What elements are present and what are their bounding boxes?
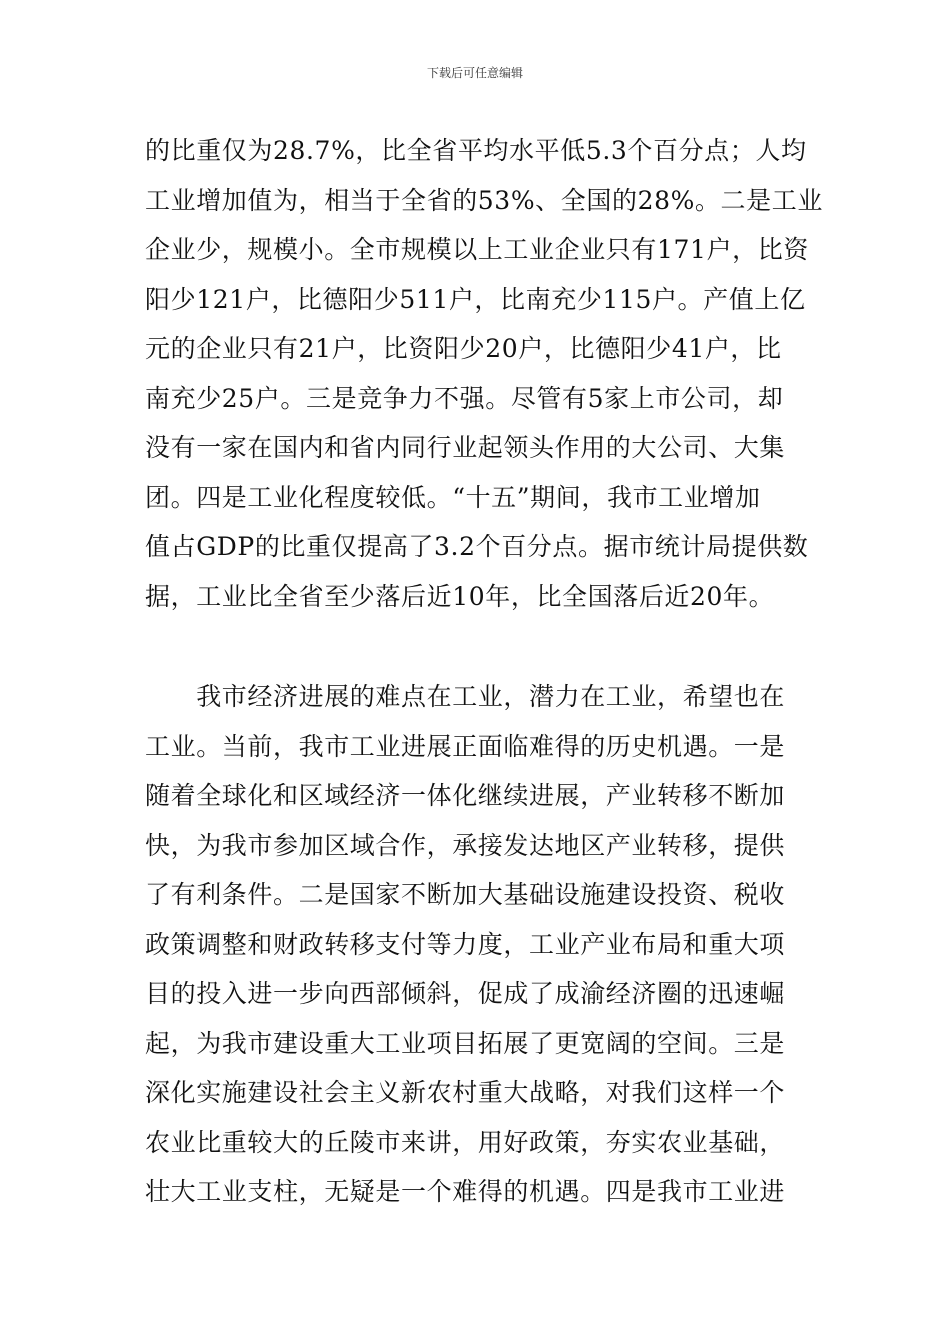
text-line: 工业增加值为，相当于全省的53%、全国的28%。二是工业 bbox=[145, 185, 823, 215]
text-line: 我市经济进展的难点在工业，潜力在工业，希望也在 bbox=[145, 682, 786, 711]
text-line: 企业少，规模小。全市规模以上工业企业只有171户，比资 bbox=[145, 235, 809, 264]
text-line: 农业比重较大的丘陵市来讲，用好政策，夯实农业基础， bbox=[145, 1127, 786, 1157]
text-line: 了有利条件。二是国家不断加大基础设施建设投资、税收 bbox=[145, 880, 786, 909]
text-line: 深化实施建设社会主义新农村重大战略，对我们这样一个 bbox=[145, 1078, 786, 1107]
text-line: 值占GDP的比重仅提高了3.2个百分点。据市统计局提供数 bbox=[145, 532, 809, 561]
text-line: 团。四是工业化程度较低。“十五”期间，我市工业增加 bbox=[145, 482, 761, 512]
paragraph-1 bbox=[145, 126, 823, 621]
text-line: 目的投入进一步向西部倾斜，促成了成渝经济圈的迅速崛 bbox=[145, 979, 786, 1008]
text-line: 元的企业只有21户，比资阳少20户，比德阳少41户，比 bbox=[145, 334, 782, 363]
text-line: 据，工业比全省至少落后近10年，比全国落后近20年。 bbox=[145, 581, 775, 611]
paragraph-2 bbox=[145, 672, 810, 1217]
text-line: 没有一家在国内和省内同行业起领头作用的大公司、大集 bbox=[145, 433, 786, 462]
text-line: 快，为我市参加区域合作，承接发达地区产业转移，提供 bbox=[145, 830, 786, 860]
text-line: 南充少25户。三是竞争力不强。尽管有5家上市公司，却 bbox=[145, 383, 784, 413]
text-line: 壮大工业支柱，无疑是一个难得的机遇。四是我市工业进 bbox=[145, 1177, 786, 1206]
text-line: 政策调整和财政转移支付等力度，工业产业布局和重大项 bbox=[145, 929, 786, 959]
text-line: 阳少121户，比德阳少511户，比南充少115户。产值上亿 bbox=[145, 284, 806, 314]
text-line: 起，为我市建设重大工业项目拓展了更宽阔的空间。三是 bbox=[145, 1028, 786, 1058]
text-line: 随着全球化和区域经济一体化继续进展，产业转移不断加 bbox=[145, 781, 786, 810]
text-line: 工业。当前，我市工业进展正面临难得的历史机遇。一是 bbox=[145, 731, 786, 761]
page-header: 下载后可任意编辑 bbox=[426, 66, 523, 80]
text-line: 的比重仅为28.7%，比全省平均水平低5.3个百分点；人均 bbox=[145, 136, 807, 165]
